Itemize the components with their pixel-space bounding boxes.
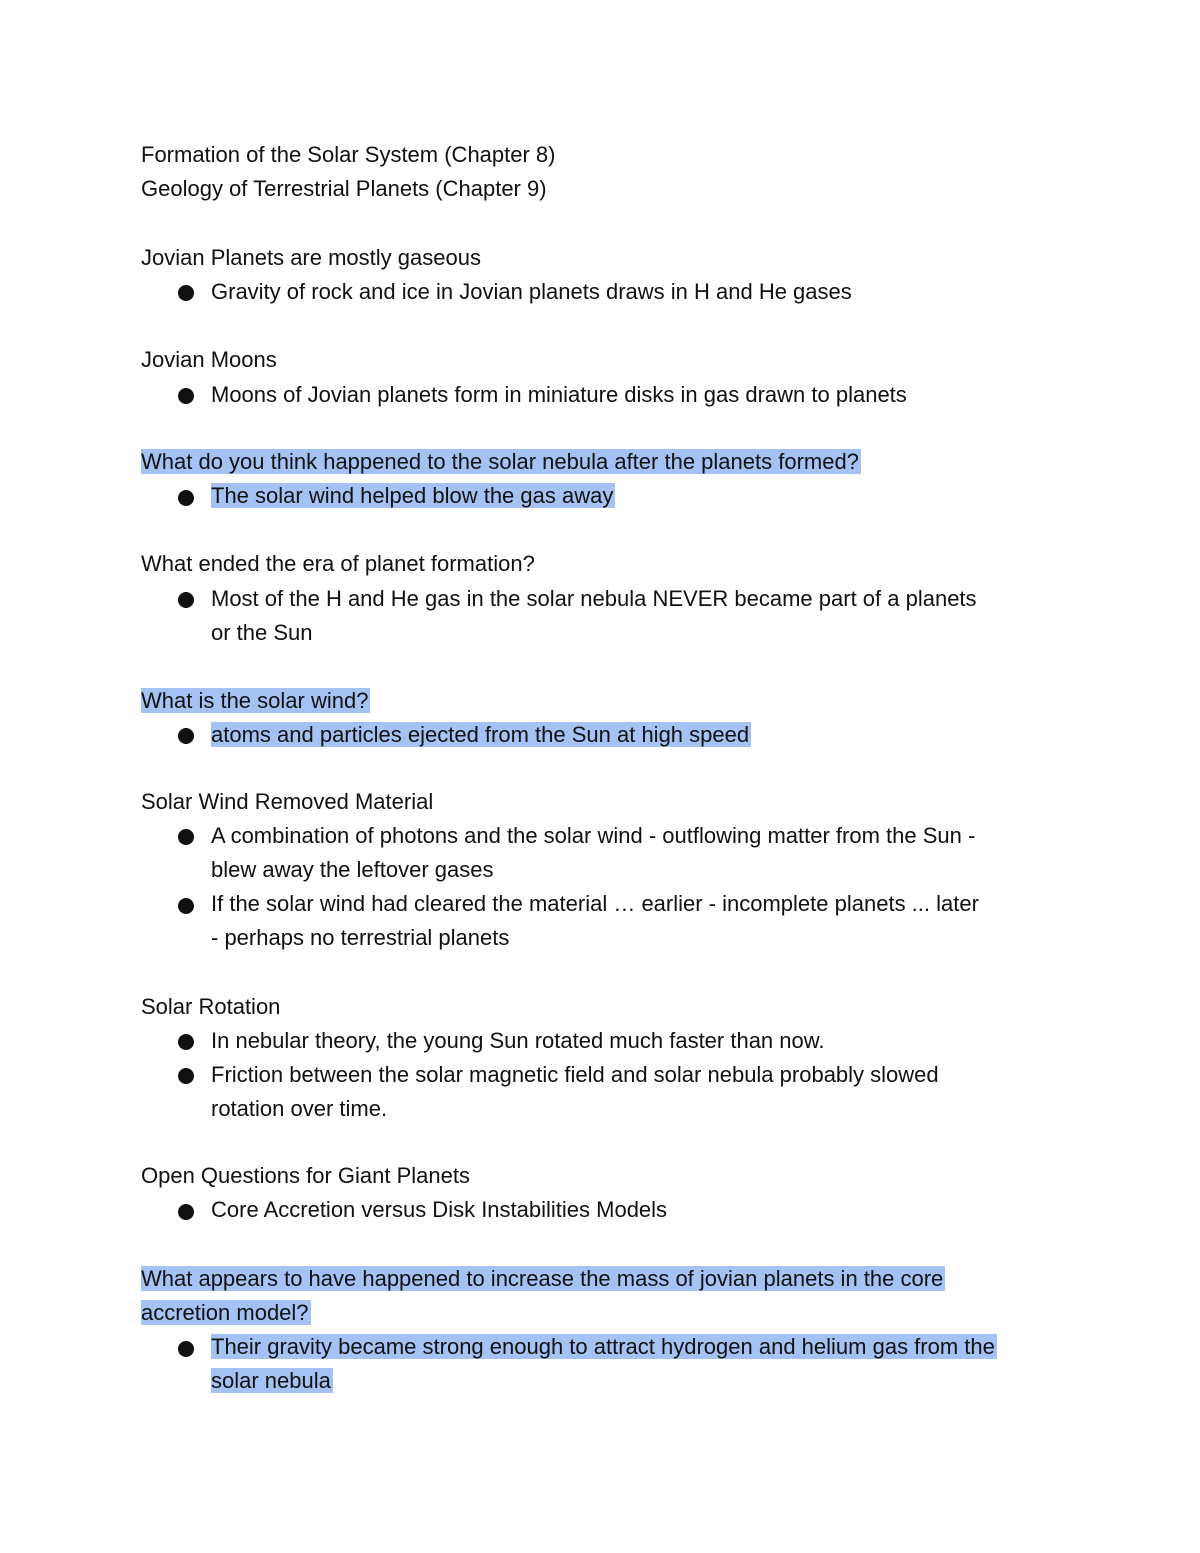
- bullet-text-line-1: If the solar wind had cleared the material … earlier - incomplete planets ... later: [211, 891, 979, 916]
- bullet-icon: [178, 898, 194, 914]
- bullet-icon: [178, 388, 194, 404]
- bullet-text: [211, 718, 751, 752]
- section-heading-core-accretion-question-line-2: [141, 1296, 311, 1330]
- section-heading-open-questions: Open Questions for Giant Planets: [141, 1163, 470, 1188]
- highlighted-text: The solar wind helped blow the gas away: [211, 483, 614, 508]
- bullet-icon: [178, 490, 194, 506]
- bullet-text: In nebular theory, the young Sun rotated much faster than now.: [211, 1028, 825, 1053]
- section-heading-jovian-moons: Jovian Moons: [141, 347, 277, 372]
- section-heading-solar-wind-question: [141, 684, 370, 718]
- bullet-icon: [178, 592, 194, 608]
- highlighted-text: What is the solar wind?: [141, 688, 369, 713]
- bullet-text-line-1: [211, 1330, 997, 1364]
- bullet-icon: [178, 829, 194, 845]
- bullet-text: [211, 479, 615, 513]
- highlighted-text: Their gravity became strong enough to attract hydrogen and helium gas from the: [211, 1334, 995, 1359]
- highlighted-text: solar nebula: [211, 1368, 331, 1393]
- bullet-text-line-1: A combination of photons and the solar wind - outflowing matter from the Sun -: [211, 823, 976, 848]
- bullet-text-line-1: Friction between the solar magnetic field and solar nebula probably slowed: [211, 1062, 939, 1087]
- section-heading-era-ended: What ended the era of planet formation?: [141, 551, 535, 576]
- section-heading-solar-nebula-question: [141, 445, 861, 479]
- section-heading-solar-rotation: Solar Rotation: [141, 994, 281, 1019]
- bullet-text: Gravity of rock and ice in Jovian planets draws in H and He gases: [211, 279, 852, 304]
- bullet-text-line-2: - perhaps no terrestrial planets: [211, 925, 510, 950]
- bullet-text: Moons of Jovian planets form in miniature disks in gas drawn to planets: [211, 382, 907, 407]
- document-title-line-2: Geology of Terrestrial Planets (Chapter 9): [141, 176, 547, 201]
- bullet-text-line-2: or the Sun: [211, 620, 313, 645]
- bullet-text-line-2: blew away the leftover gases: [211, 857, 494, 882]
- highlighted-text: atoms and particles ejected from the Sun at high speed: [211, 722, 750, 747]
- bullet-icon: [178, 728, 194, 744]
- bullet-icon: [178, 285, 194, 301]
- bullet-text-line-2: [211, 1364, 333, 1398]
- section-heading-solar-wind-removed: Solar Wind Removed Material: [141, 789, 434, 814]
- bullet-text-line-2: rotation over time.: [211, 1096, 388, 1121]
- bullet-icon: [178, 1204, 194, 1220]
- bullet-icon: [178, 1341, 194, 1357]
- bullet-icon: [178, 1034, 194, 1050]
- bullet-text-line-1: Most of the H and He gas in the solar nebula NEVER became part of a planets: [211, 586, 977, 611]
- bullet-icon: [178, 1068, 194, 1084]
- section-heading-core-accretion-question-line-1: [141, 1262, 945, 1296]
- highlighted-text: What do you think happened to the solar nebula after the planets formed?: [141, 449, 859, 474]
- document-title-line-1: Formation of the Solar System (Chapter 8): [141, 142, 556, 167]
- highlighted-text: What appears to have happened to increase the mass of jovian planets in the core: [141, 1266, 944, 1291]
- section-heading-jovian-planets: Jovian Planets are mostly gaseous: [141, 245, 481, 270]
- bullet-text: Core Accretion versus Disk Instabilities Models: [211, 1197, 668, 1222]
- highlighted-text: accretion model?: [141, 1300, 309, 1325]
